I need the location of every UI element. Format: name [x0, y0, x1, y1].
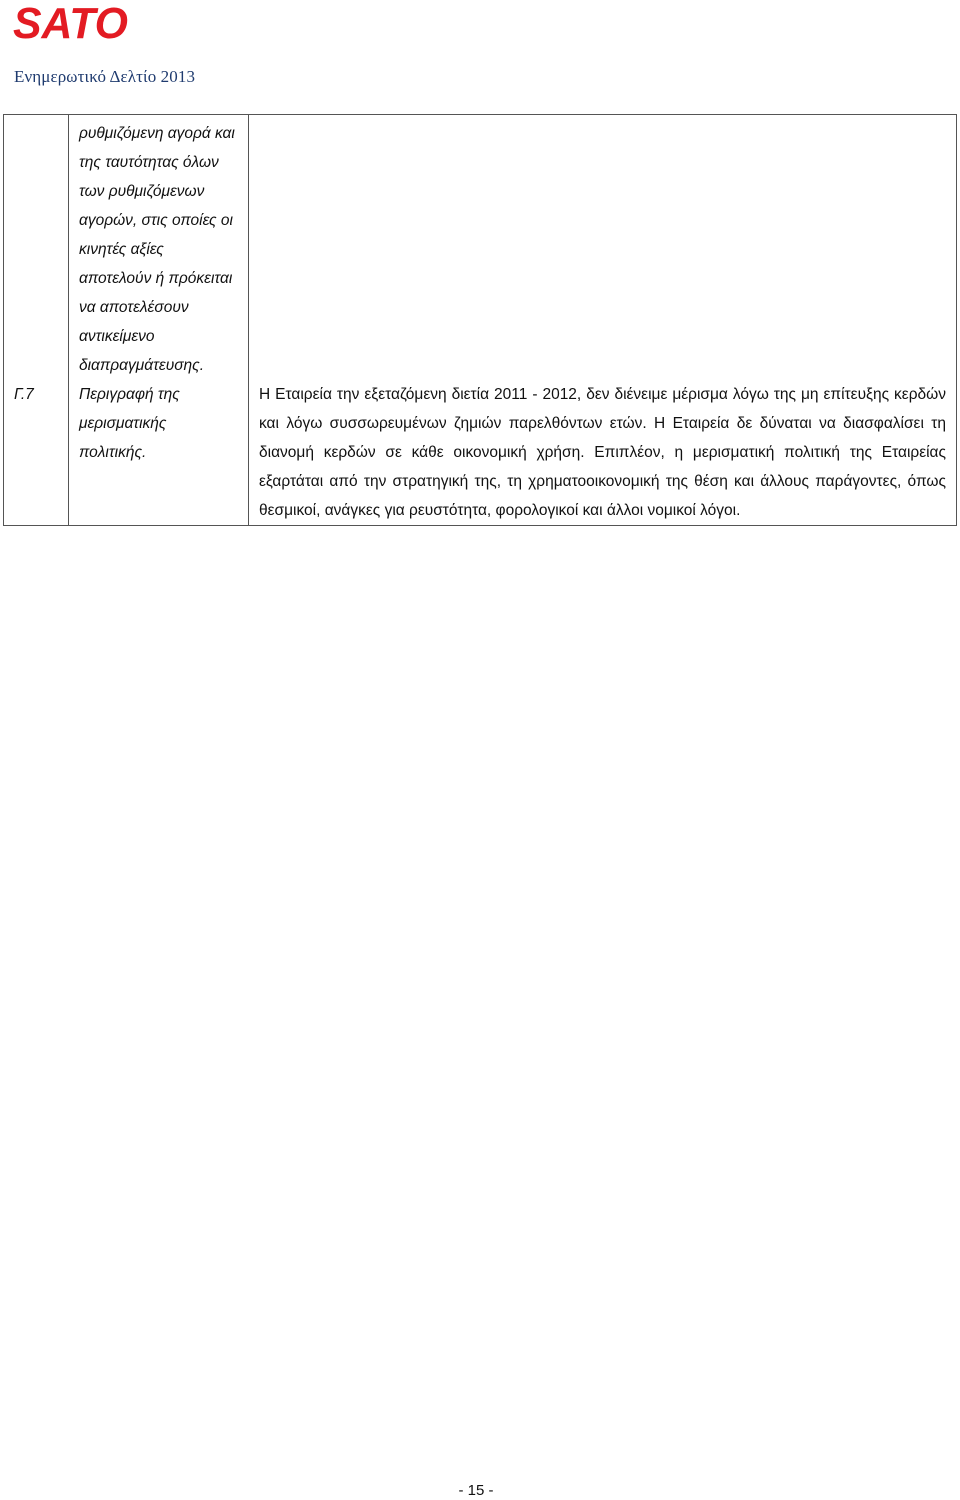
item-text-cell: [249, 380, 957, 526]
item-label: ρυθμιζόμενη αγορά και της ταυτότητας όλων των ρυθμιζόμενων αγορών, στις οποίες οι κινητές αξίες αποτελούν ή πρόκειται να αποτελέσουν αντικείμενο διαπραγμάτευσης.: [69, 115, 249, 381]
table-row: [4, 380, 957, 526]
item-text: [249, 115, 957, 381]
item-code: Γ.7: [4, 380, 69, 526]
page-number: - 15 -: [458, 1482, 494, 1499]
item-label: Περιγραφή της μερισματικής πολιτικής.: [69, 380, 249, 526]
logo-text: SATO: [13, 2, 128, 42]
item-code: [4, 115, 69, 381]
content-table: [3, 114, 957, 526]
document-title: Ενημερωτικό Δελτίο 2013: [14, 67, 196, 86]
sato-logo: [12, 2, 130, 42]
dividend-policy-paragraph: Η Εταιρεία την εξεταζόμενη διετία 2011 - 2012, δεν διένειμε μέρισμα λόγω της μη επίτευξης κερδών και λόγω συσσωρευμένων ζημιών παρελθόντων ετών. Η Εταιρεία δε δύναται να διασφαλίσει τη διανομή κερδών σε κάθε οικονομική χρήση. Επιπλέον, η μερισματική πολιτική της Εταιρείας εξαρτάται από την στρατηγική της, τη χρηματοοικονομική της θέση και άλλους παράγοντες, όπως θεσμικοί, ανάγκες για ρευστότητα, φορολογικοί και άλλοι νομικοί λόγοι.: [259, 386, 946, 519]
table-row: [4, 115, 957, 381]
